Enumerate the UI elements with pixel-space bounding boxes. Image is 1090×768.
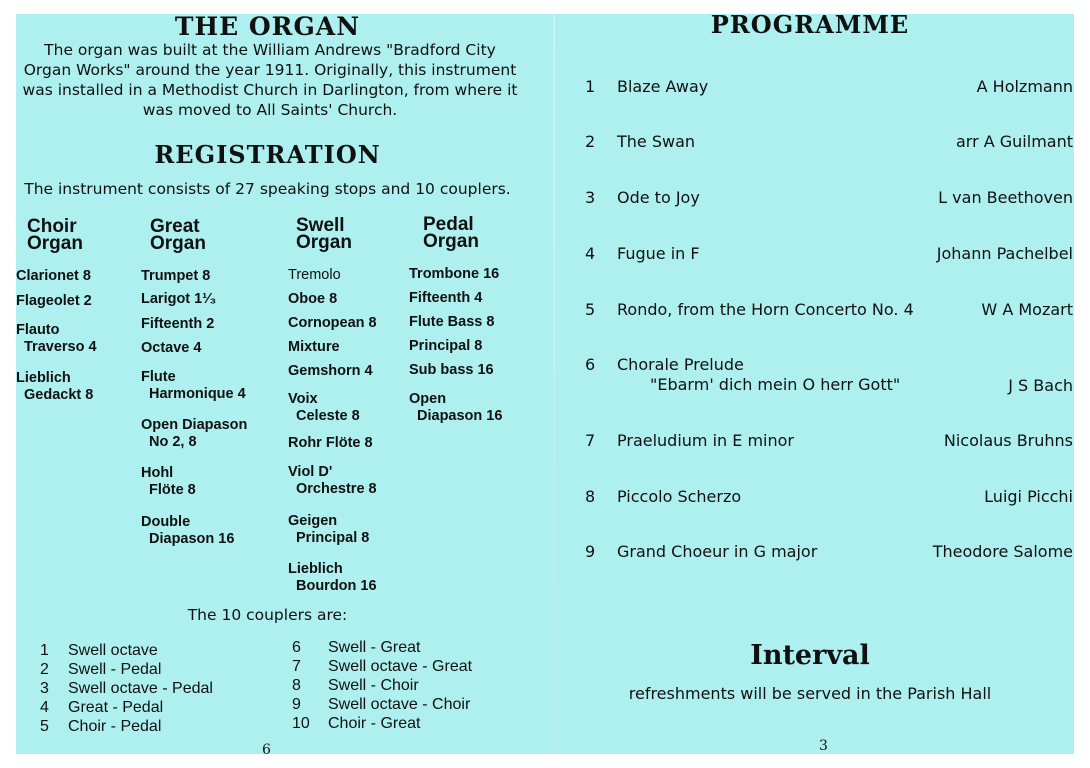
coupler-item: 2 Swell - Pedal xyxy=(40,661,162,678)
stop: Gemshorn 4 xyxy=(288,363,373,379)
coupler-list-right xyxy=(292,638,472,733)
item-number: 2 xyxy=(585,132,596,151)
programme-title: PROGRAMME xyxy=(710,10,910,39)
item-title: Blaze Away xyxy=(617,77,709,96)
item-number: 9 xyxy=(585,542,596,561)
stop: Sub bass 16 xyxy=(409,362,494,378)
coupler-item: 5 Choir - Pedal xyxy=(40,718,162,735)
stop: Principal 8 xyxy=(409,338,483,354)
stop: Cornopean 8 xyxy=(288,315,377,331)
page-number-right: 3 xyxy=(819,738,828,754)
item-title: Ode to Joy xyxy=(617,188,700,207)
choir-organ-heading xyxy=(27,218,83,252)
organ-description: The organ was built at the William Andrews "Bradford City Organ Works" around the year 1911. Originally, this instrument was installed in a Methodist Church in Darlington, from where it was moved to All Saints' Church. xyxy=(22,41,518,119)
heading-line: Choir xyxy=(27,216,77,237)
stop: Oboe 8 xyxy=(288,291,338,307)
stop: Fifteenth 2 xyxy=(141,316,215,332)
stop: Open Diapason No 2, 8 xyxy=(141,417,248,450)
coupler-item: 9 Swell octave - Choir xyxy=(292,696,471,713)
pedal-organ-heading xyxy=(423,216,479,250)
stop: Tremolo xyxy=(288,267,341,283)
item-composer: W A Mozart xyxy=(981,300,1073,319)
heading-line: Pedal xyxy=(423,214,474,235)
stop: Voix Celeste 8 xyxy=(288,391,360,424)
stop: Fifteenth 4 xyxy=(409,290,483,306)
item-title: Fugue in F xyxy=(617,244,700,263)
item-number: 1 xyxy=(585,77,596,96)
swell-organ-heading xyxy=(296,217,352,251)
item-number: 7 xyxy=(585,431,596,450)
heading-line: Organ xyxy=(150,233,206,254)
item-composer: Johann Pachelbel xyxy=(936,244,1073,263)
heading-line: Organ xyxy=(296,232,352,253)
heading-line: Swell xyxy=(296,215,345,236)
item-composer: L van Beethoven xyxy=(938,188,1073,207)
coupler-item: 8 Swell - Choir xyxy=(292,677,419,694)
heading-line: Organ xyxy=(27,233,83,254)
stop: Open Diapason 16 xyxy=(409,391,503,424)
coupler-item: 4 Great - Pedal xyxy=(40,699,164,716)
coupler-item: 3 Swell octave - Pedal xyxy=(40,680,213,697)
item-number: 4 xyxy=(585,244,596,263)
page-number-left: 6 xyxy=(262,742,271,758)
stop: Flute Bass 8 xyxy=(409,314,495,330)
coupler-item: 7 Swell octave - Great xyxy=(292,658,473,675)
stop: Lieblich Bourdon 16 xyxy=(288,561,377,594)
stop: Larigot 1¹⁄₃ xyxy=(141,291,217,307)
heading-line: Great xyxy=(150,216,200,237)
item-title: Rondo, from the Horn Concerto No. 4 xyxy=(617,300,914,319)
stop: Lieblich Gedackt 8 xyxy=(16,370,94,403)
item-title: Praeludium in E minor xyxy=(617,431,794,450)
organ-title: THE ORGAN xyxy=(174,12,361,41)
item-title: Piccolo Scherzo xyxy=(617,487,742,506)
item-composer: Theodore Salome xyxy=(932,542,1073,561)
item-composer: Nicolaus Bruhns xyxy=(943,431,1073,450)
coupler-item: 6 Swell - Great xyxy=(292,639,421,656)
stop: Clarionet 8 xyxy=(16,268,91,284)
stop: Flauto Traverso 4 xyxy=(16,322,97,355)
stop: Double Diapason 16 xyxy=(141,514,235,547)
stop: Flageolet 2 xyxy=(16,293,92,309)
stop: Trumpet 8 xyxy=(141,268,211,284)
stop: Trombone 16 xyxy=(409,266,500,282)
coupler-item: 1 Swell octave xyxy=(40,642,158,659)
item-composer: Luigi Picchi xyxy=(984,487,1073,506)
registration-intro: The instrument consists of 27 speaking stops and 10 couplers. xyxy=(24,180,511,198)
couplers-title: The 10 couplers are: xyxy=(187,606,348,624)
item-number: 5 xyxy=(585,300,596,319)
registration-title: REGISTRATION xyxy=(154,140,381,169)
item-title: Chorale Prelude "Ebarm' dich mein O herr Gott" xyxy=(617,355,901,394)
item-number: 6 xyxy=(585,355,596,374)
coupler-item: 10 Choir - Great xyxy=(292,715,421,732)
item-composer: A Holzmann xyxy=(976,77,1073,96)
item-composer: arr A Guilmant xyxy=(955,132,1073,151)
great-organ-heading xyxy=(150,218,206,252)
item-number: 3 xyxy=(585,188,596,207)
stop: Hohl Flöte 8 xyxy=(141,465,196,498)
stop: Geigen Principal 8 xyxy=(288,513,370,546)
item-title: The Swan xyxy=(617,132,696,151)
item-number: 8 xyxy=(585,487,596,506)
item-title: Grand Choeur in G major xyxy=(617,542,818,561)
stop: Mixture xyxy=(288,339,340,355)
stop: Viol D' Orchestre 8 xyxy=(288,464,377,497)
stop: Octave 4 xyxy=(141,340,202,356)
page-fold xyxy=(553,14,555,754)
coupler-list-left xyxy=(40,641,213,736)
item-composer: J S Bach xyxy=(1008,376,1073,395)
refreshments-note: refreshments will be served in the Parish Hall xyxy=(628,684,992,703)
stop: Rohr Flöte 8 xyxy=(288,435,373,451)
interval-heading: Interval xyxy=(750,640,870,671)
stop: Flute Harmonique 4 xyxy=(141,369,246,402)
heading-line: Organ xyxy=(423,231,479,252)
